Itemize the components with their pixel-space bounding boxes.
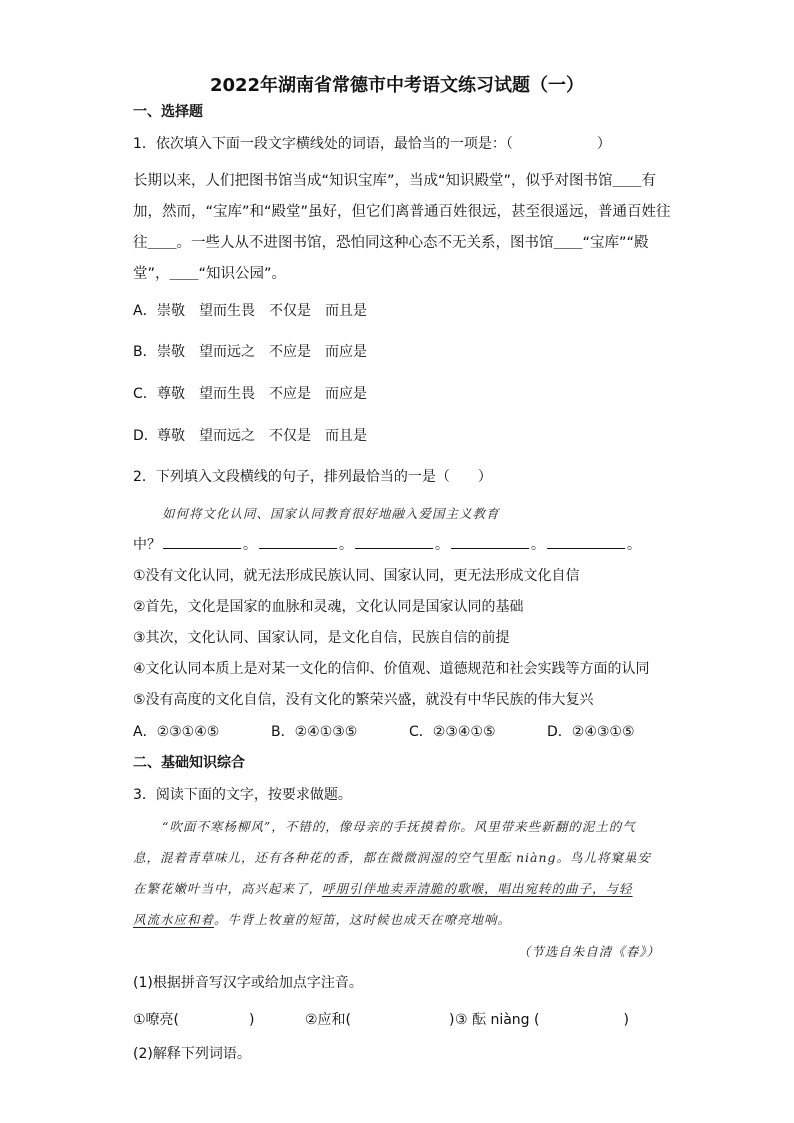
- option-word: 不应是: [269, 386, 311, 402]
- option-letter: B．: [133, 344, 157, 360]
- q2-choice-b[interactable]: B．②④①③⑤: [271, 724, 358, 740]
- option-word: 不仅是: [269, 428, 311, 444]
- option-letter: C．: [133, 386, 157, 402]
- blank-line[interactable]: [355, 536, 433, 549]
- option-word: 而且是: [325, 303, 367, 319]
- option-word: 望而生畏: [199, 386, 255, 402]
- option-word: 望而远之: [199, 428, 255, 444]
- option-word: 崇敬: [157, 303, 185, 319]
- option-word: 望而远之: [199, 344, 255, 360]
- q2-choice-d[interactable]: D．②④③①⑤: [547, 724, 635, 740]
- option-word: 不仅是: [269, 303, 311, 319]
- q1-passage-line-3: 往＿＿。一些人从不进图书馆，恐怕同这种心态不无关系，图书馆＿＿“宝库”“殿: [133, 235, 649, 251]
- q3-passage-line-4-plain: 。牛背上牧童的短笛，这时候也成天在嘹亮地响。: [214, 912, 512, 927]
- option-word: 而且是: [325, 428, 367, 444]
- q1-option-c[interactable]: [133, 385, 381, 403]
- option-word: 崇敬: [157, 344, 185, 360]
- q3-passage-underlined-2: 风流水应和着: [133, 912, 215, 927]
- q3-passage-line-3-plain: 在繁花嫩叶当中，高兴起来了，: [133, 881, 323, 896]
- option-word: 尊敬: [157, 428, 185, 444]
- blank-line[interactable]: [259, 536, 337, 549]
- q2-lead-text: 如何将文化认同、国家认同教育很好地融入爱国主义教育: [162, 506, 500, 521]
- q1-option-d[interactable]: [133, 427, 381, 445]
- question-3-stem: 3．阅读下面的文字，按要求做题。: [133, 787, 352, 803]
- blank-line[interactable]: [547, 536, 625, 549]
- q2-sentence-2: ②首先，文化是国家的血脉和灵魂，文化认同是国家认同的基础: [133, 599, 524, 615]
- section-heading-choice: 一、选择题: [133, 104, 203, 120]
- q3-passage-line-3: [133, 880, 633, 898]
- q3-item-1[interactable]: ①嘹亮( ): [133, 1012, 255, 1028]
- option-word: 而应是: [325, 386, 367, 402]
- q3-passage-line-1: “吹面不寒杨柳风”，不错的，像母亲的手抚摸着你。风里带来些新翻的泥土的气: [162, 819, 636, 834]
- option-letter: D．: [133, 428, 158, 444]
- q3-item-2[interactable]: ②应和( ): [305, 1012, 455, 1028]
- q2-choices: [133, 723, 635, 741]
- q1-passage-line-1: 长期以来，人们把图书馆当成“知识宝库”，当成“知识殿堂”，似乎对图书馆＿＿有: [133, 173, 657, 189]
- q3-sub-2: (2)解释下列词语。: [133, 1046, 251, 1062]
- q1-passage-line-4: 堂”，＿＿“知识公园”。: [133, 266, 287, 282]
- q3-sub-1: (1)根据拼音写汉字或给加点字注音。: [133, 975, 363, 991]
- q1-option-a[interactable]: [133, 302, 381, 320]
- blank-line[interactable]: [451, 536, 529, 549]
- question-1-stem: 1．依次填入下面一段文字横线处的词语，最恰当的一项是：（ ）: [133, 136, 611, 152]
- q2-choice-a[interactable]: A．②③①④⑤: [133, 724, 220, 740]
- q3-passage-line-4: [133, 911, 511, 929]
- q2-blank-row: 中？ 。 。 。 。 。: [133, 537, 641, 553]
- option-letter: A．: [133, 303, 157, 319]
- page-title: 2022年湖南省常德市中考语文练习试题（一）: [209, 75, 585, 96]
- q2-sentence-3: ③其次，文化认同、国家认同，是文化自信，民族自信的前提: [133, 630, 510, 646]
- q2-sentence-1: ①没有文化认同，就无法形成民族认同、国家认同，更无法形成文化自信: [133, 568, 580, 584]
- q2-choice-c[interactable]: C．②③④①⑤: [409, 724, 496, 740]
- option-word: 尊敬: [157, 386, 185, 402]
- q3-item-3[interactable]: ③ 酝 niàng ( ): [455, 1012, 629, 1028]
- q1-passage-line-2: 加，然而，“宝库”和“殿堂”虽好，但它们离普通百姓很远，甚至很遥远，普通百姓往: [133, 204, 671, 220]
- q3-sub-1-items: [133, 1011, 629, 1029]
- section-heading-basics: 二、基础知识综合: [133, 755, 245, 771]
- blank-line[interactable]: [163, 536, 241, 549]
- q3-source-note: （节选自朱自清《春》）: [517, 944, 660, 959]
- option-word: 望而生畏: [199, 303, 255, 319]
- question-2-stem: 2．下列填入文段横线的句子，排列最恰当的一是（ ）: [133, 469, 492, 485]
- q2-lead-continuation: 中？: [133, 537, 161, 553]
- q1-option-b[interactable]: [133, 343, 381, 361]
- option-word: 不应是: [269, 344, 311, 360]
- q2-sentence-5: ⑤没有高度的文化自信，没有文化的繁荣兴盛，就没有中华民族的伟大复兴: [133, 692, 594, 708]
- q2-sentence-4: ④文化认同本质上是对某一文化的信仰、价值观、道德规范和社会实践等方面的认同: [133, 661, 650, 677]
- q3-passage-line-2: 息，混着青草味儿，还有各种花的香，都在微微润湿的空气里酝 niàng。鸟儿将窠巢安: [133, 850, 652, 865]
- option-word: 而应是: [325, 344, 367, 360]
- q3-passage-underlined-1: 呼朋引伴地卖弄清脆的歌喉，唱出宛转的曲子，与轻: [322, 881, 633, 896]
